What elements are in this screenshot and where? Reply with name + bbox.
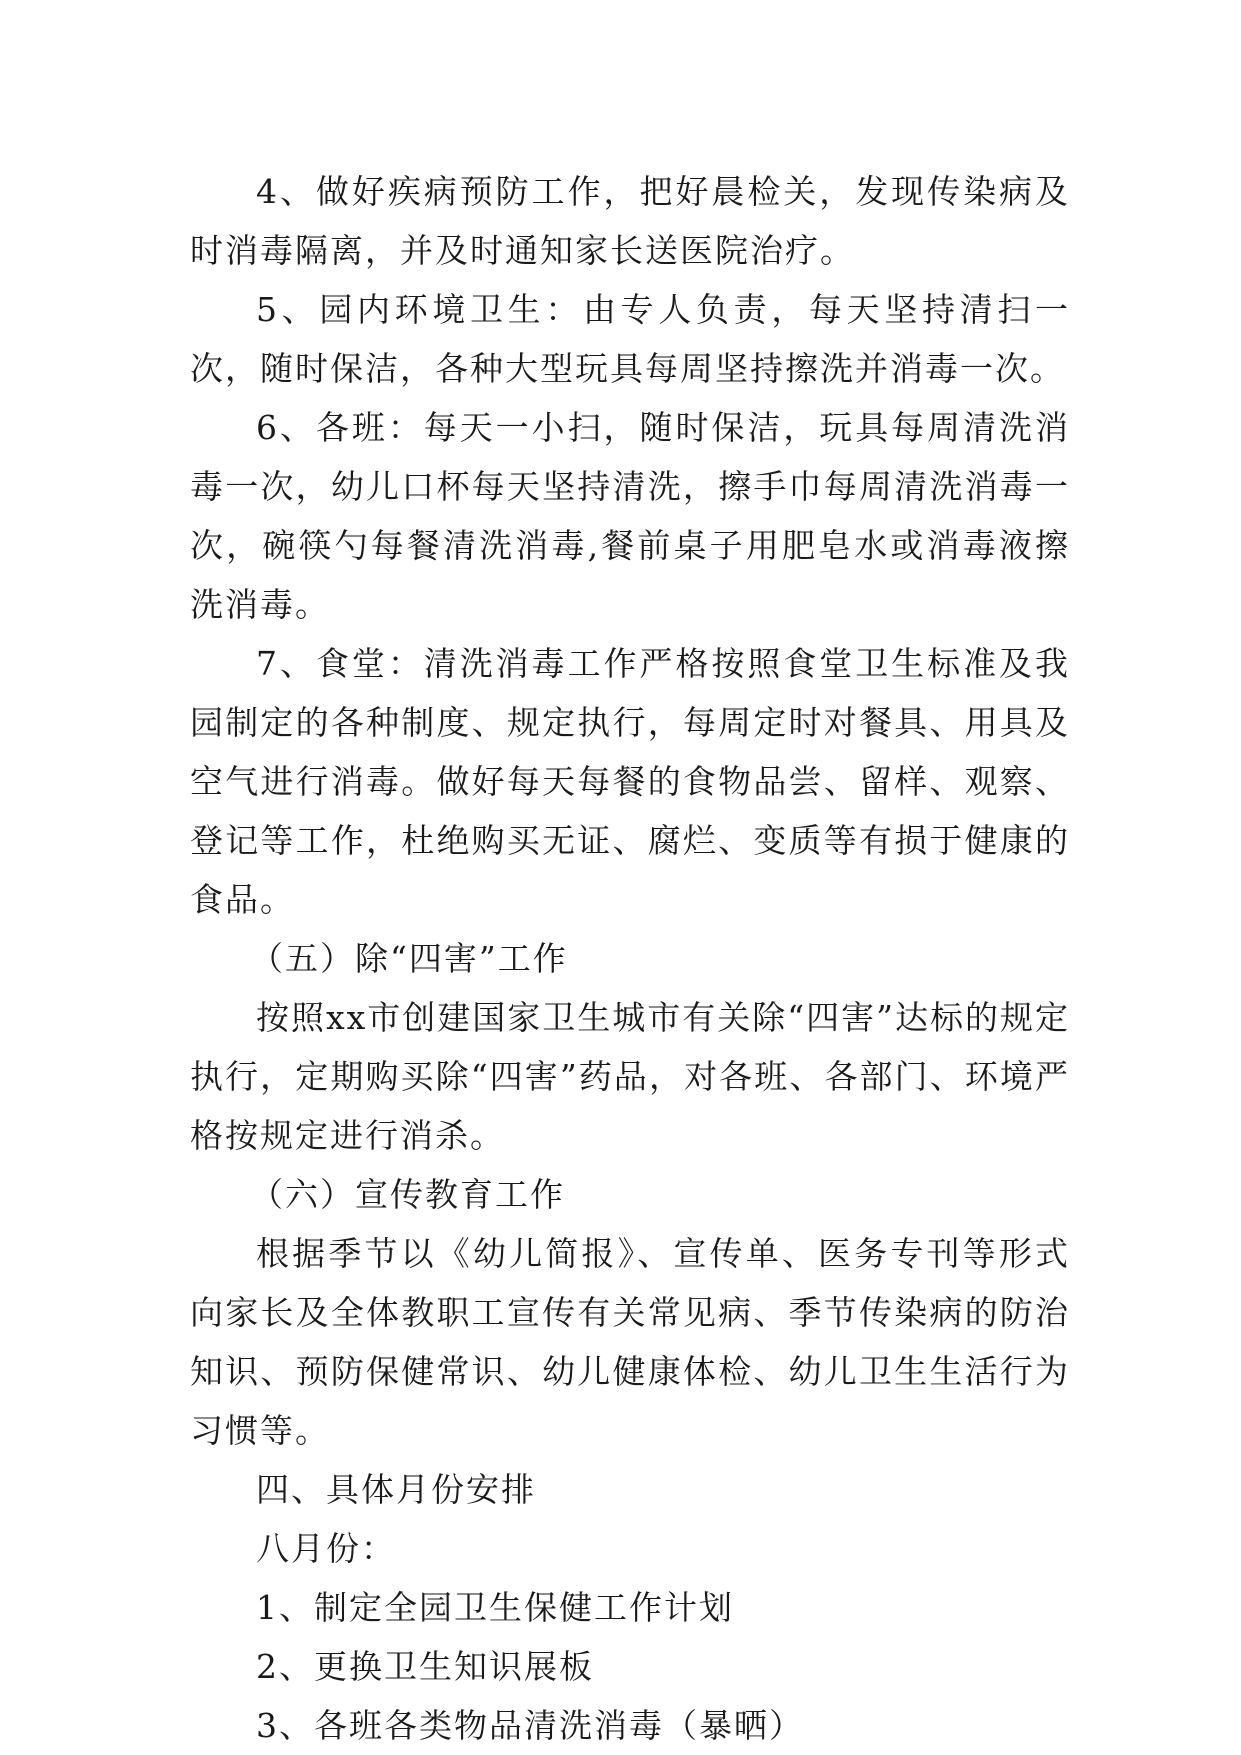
paragraph-environment-hygiene: 5、园内环境卫生：由专人负责，每天坚持清扫一次，随时保洁，各种大型玩具每周坚持擦洗并消毒一次。: [190, 290, 1070, 388]
document-body: [190, 162, 1070, 1755]
heading-monthly-schedule: 四、具体月份安排: [256, 1470, 536, 1509]
paragraph-publicity-education: 根据季节以《幼儿简报》、宣传单、医务专刊等形式向家长及全体教职工宣传有关常见病、季节传染病的防治知识、预防保健常识、幼儿健康体检、幼儿卫生生活行为习惯等。: [190, 1234, 1070, 1450]
list-item: 1、制定全园卫生保健工作计划: [256, 1588, 734, 1627]
heading-publicity-education: （六）宣传教育工作: [250, 1175, 565, 1214]
list-item: 2、更换卫生知识展板: [256, 1647, 594, 1686]
paragraph-disease-prevention: 4、做好疾病预防工作，把好晨检关，发现传染病及时消毒隔离，并及时通知家长送医院治疗。: [190, 172, 1070, 270]
paragraph-pest-control: 按照xx市创建国家卫生城市有关除“四害”达标的规定执行，定期购买除“四害”药品，对各班、各部门、环境严格按规定进行消杀。: [190, 998, 1070, 1155]
heading-august: 八月份：: [256, 1529, 396, 1568]
paragraph-canteen: 7、食堂：清洗消毒工作严格按照食堂卫生标准及我园制定的各种制度、规定执行，每周定时对餐具、用具及空气进行消毒。做好每天每餐的食物品尝、留样、观察、登记等工作，杜绝购买无证、腐烂、变质等有损于健康的食品。: [190, 644, 1070, 919]
paragraph-class-cleaning: 6、各班：每天一小扫，随时保洁，玩具每周清洗消毒一次，幼儿口杯每天坚持清洗，擦手巾每周清洗消毒一次，碗筷勺每餐清洗消毒,餐前桌子用肥皂水或消毒液擦洗消毒。: [190, 408, 1070, 624]
list-item: 3、各班各类物品清洗消毒（暴晒）: [256, 1706, 804, 1745]
heading-pest-control: （五）除“四害”工作: [250, 939, 568, 978]
